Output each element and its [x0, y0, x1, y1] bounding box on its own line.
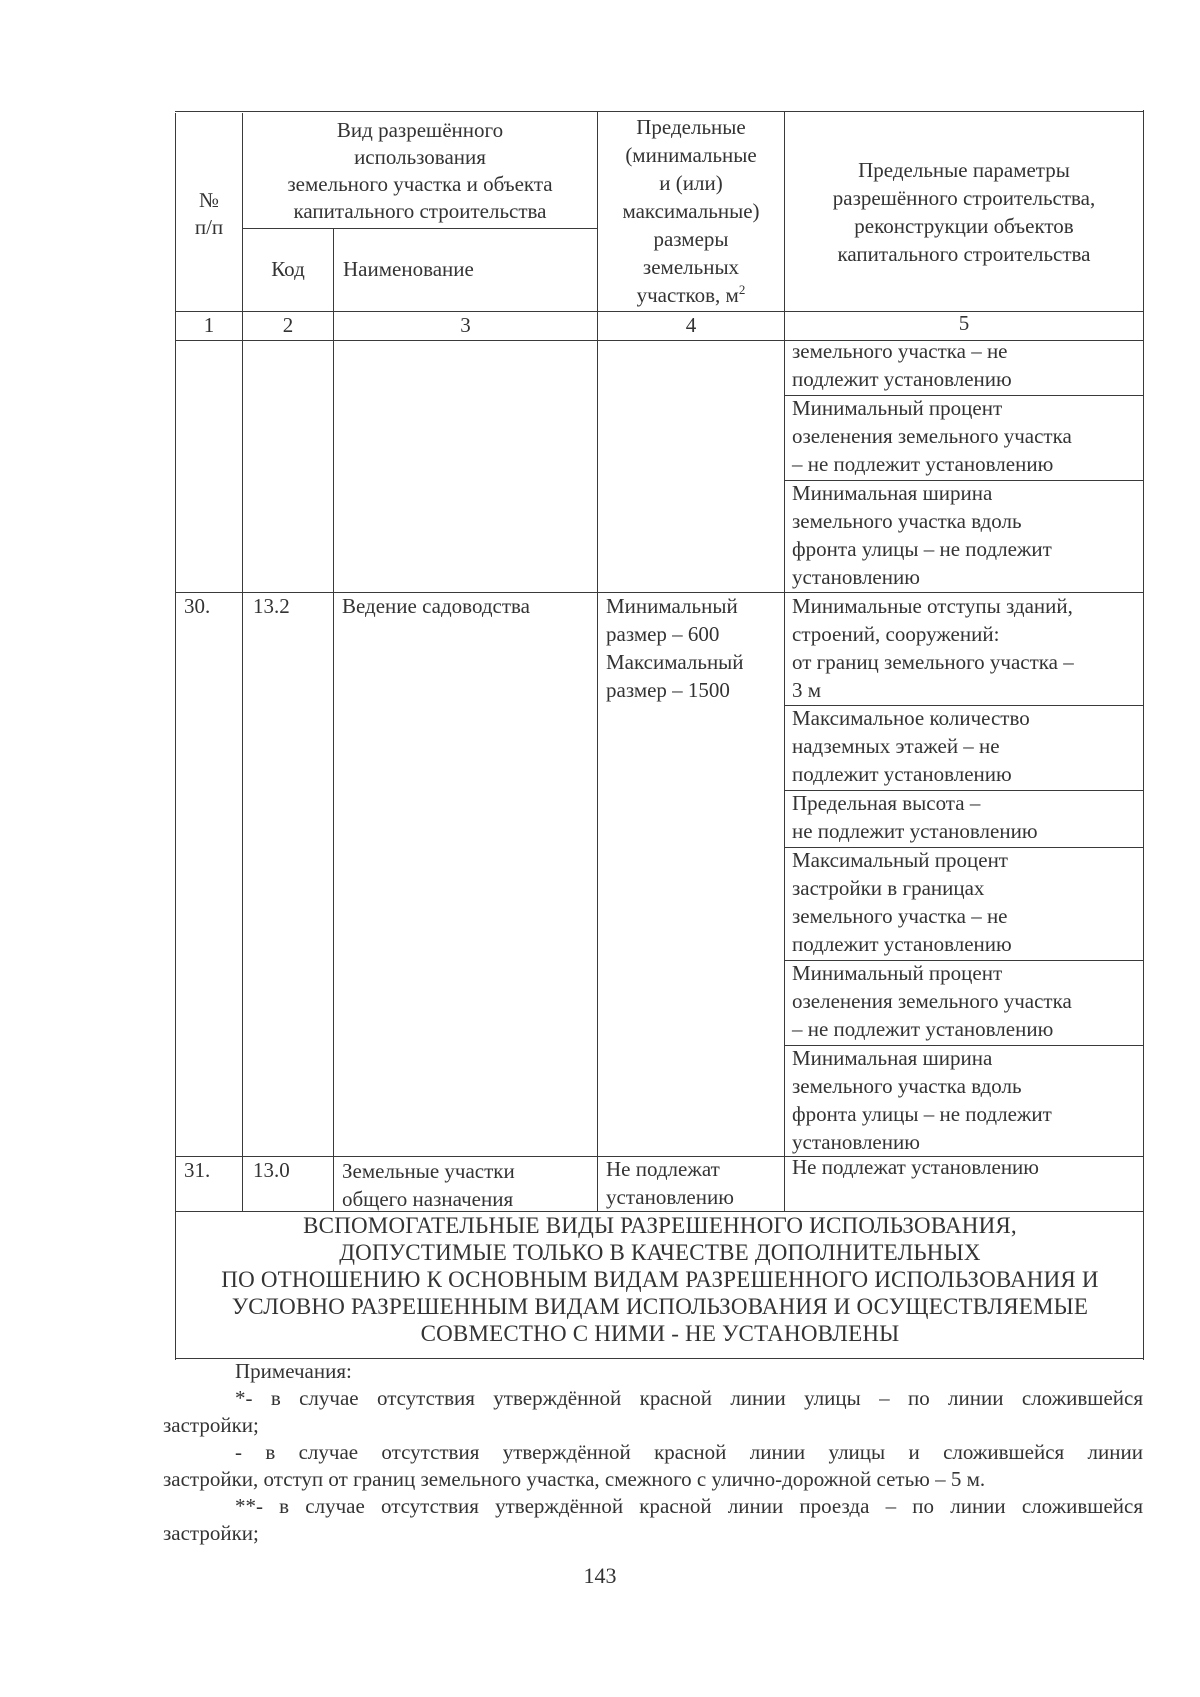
param-cell: Максимальный процент застройки в границах земельного участка – не подлежит установлению — [792, 848, 1012, 956]
row-number: 31. — [184, 1158, 211, 1182]
param-cell: Минимальная ширина земельного участка вдоль фронта улицы – не подлежит установлению — [792, 1046, 1052, 1154]
section-line: ПО ОТНОШЕНИЮ К ОСНОВНЫМ ВИДАМ РАЗРЕШЕННОГО ИСПОЛЬЗОВАНИЯ И — [221, 1267, 1099, 1292]
header-params: Предельные параметры разрешённого строительства, реконструкции объектов капитального строительства — [832, 158, 1096, 266]
header-vid-group: Вид разрешённого использования земельного участка и объекта капитального строительства — [287, 118, 553, 223]
note-line: **- в случае отсутствия утверждённой красной линии проезда – по линии сложившейся — [235, 1494, 1143, 1518]
note-line: застройки; — [163, 1413, 259, 1437]
section-line: УСЛОВНО РАЗРЕШЕННЫМ ВИДАМ ИСПОЛЬЗОВАНИЯ И ОСУЩЕСТВЛЯЕМЫЕ — [231, 1294, 1089, 1319]
param-cell: Предельная высота – не подлежит установлению — [792, 791, 1038, 843]
param-cell: Не подлежат установлению — [792, 1155, 1039, 1179]
col-divider-2 — [333, 228, 334, 1211]
row-name: Земельные участки общего назначения — [342, 1159, 515, 1211]
section-line: ДОПУСТИМЫЕ ТОЛЬКО В КАЧЕСТВЕ ДОПОЛНИТЕЛЬНЫХ — [339, 1240, 981, 1265]
table-border-right — [1143, 110, 1144, 1360]
row-sizes: Не подлежат установлению — [606, 1157, 734, 1209]
param-cell: Минимальный процент озеленения земельного участка – не подлежит установлению — [792, 396, 1072, 476]
row-sizes: Минимальный размер – 600 Максимальный размер – 1500 — [606, 594, 744, 702]
table-border-left — [175, 113, 176, 1360]
group-header-divider — [242, 228, 597, 229]
note-line: *- в случае отсутствия утверждённой красной линии улицы – по линии сложившейся — [235, 1386, 1143, 1410]
row-number: 30. — [184, 594, 211, 618]
col-number: 3 — [460, 313, 471, 337]
param-cell: Минимальный процент озеленения земельного участка – не подлежит установлению — [792, 961, 1072, 1041]
note-line: застройки; — [163, 1521, 259, 1545]
col-divider-4 — [784, 111, 785, 1211]
header-col-num: № п/п — [194, 188, 224, 239]
table-border-top — [175, 111, 1143, 112]
section-line: ВСПОМОГАТЕЛЬНЫЕ ВИДЫ РАЗРЕШЕННОГО ИСПОЛЬЗОВАНИЯ, — [303, 1213, 1017, 1238]
col-number: 4 — [685, 313, 697, 337]
header-sizes — [598, 113, 784, 309]
note-line: - в случае отсутствия утверждённой красной линии улицы и сложившейся линии — [235, 1440, 1143, 1464]
param-cell: Минимальная ширина земельного участка вдоль фронта улицы – не подлежит установлению — [792, 481, 1052, 589]
notes-block — [163, 1358, 1143, 1547]
row-code: 13.2 — [253, 594, 290, 618]
col-number: 1 — [203, 313, 215, 337]
col-number: 5 — [958, 311, 970, 335]
page-number: 143 — [583, 1563, 617, 1588]
param-cell: земельного участка – не подлежит установлению — [792, 339, 1012, 391]
section-line: СОВМЕСТНО С НИМИ - НЕ УСТАНОВЛЕНЫ — [420, 1321, 900, 1346]
col-number: 2 — [282, 313, 294, 337]
header-sizes-sup: 2 — [738, 282, 746, 297]
row-code: 13.0 — [253, 1158, 290, 1182]
param-cell: Максимальное количество надземных этажей – не подлежит установлению — [792, 706, 1030, 786]
header-sizes-text: Предельные (минимальные и (или) максимальные) размеры земельных участков, м — [622, 115, 760, 307]
notes-title: Примечания: — [235, 1359, 352, 1383]
row-name: Ведение садоводства — [342, 594, 530, 618]
header-naim: Наименование — [343, 257, 474, 281]
header-kod: Код — [271, 257, 305, 281]
note-line: застройки, отступ от границ земельного участка, смежного с улично-дорожной сетью – 5 м. — [163, 1467, 986, 1491]
auxiliary-uses-section — [176, 1212, 1144, 1347]
param-cell: Минимальные отступы зданий, строений, сооружений: от границ земельного участка – 3 м — [792, 594, 1074, 702]
